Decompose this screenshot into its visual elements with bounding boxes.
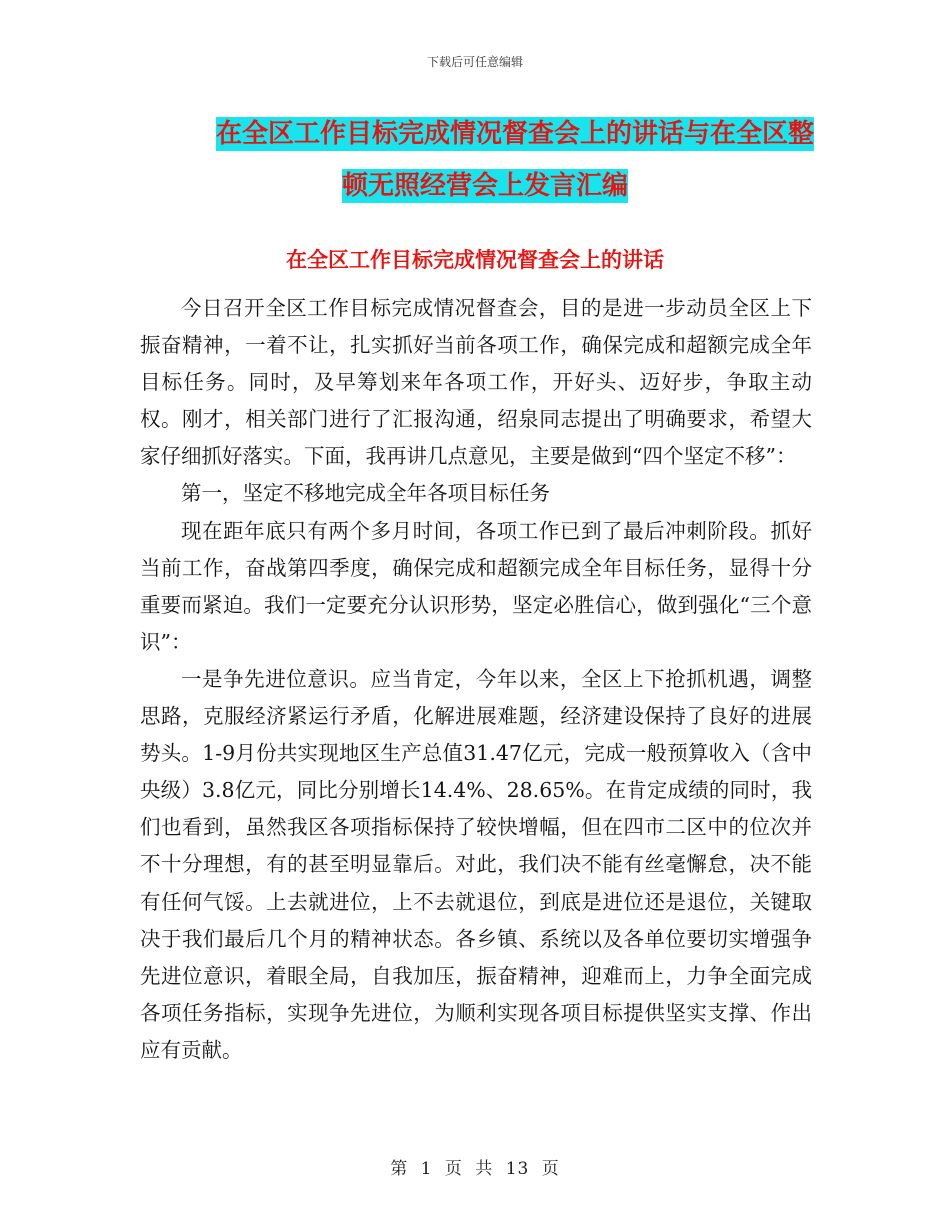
paragraph: 现在距年底只有两个多月时间，各项工作已到了最后冲刺阶段。抓好当前工作，奋战第四季度，确保完成和超额完成全年目标任务，显得十分重要而紧迫。我们一定要充分认识形势，坚定必胜信心，做到强化“三个意识”： xyxy=(140,518,812,654)
document-title-line-2: 顿无照经营会上发言汇编 xyxy=(341,171,628,201)
paragraph-heading: 第一，坚定不移地完成全年各项目标任务 xyxy=(181,481,550,506)
section-title: 在全区工作目标完成情况督查会上的讲话 xyxy=(286,247,664,272)
header-note: 下载后可任意编辑 xyxy=(426,55,523,69)
document-title xyxy=(140,108,830,212)
page-number-footer: 第 1 页 共 13 页 xyxy=(390,1159,560,1179)
document-title-line-1: 在全区工作目标完成情况督查会上的讲话与在全区整 xyxy=(215,119,814,149)
paragraph: 今日召开全区工作目标完成情况督查会，目的是进一步动员全区上下振奋精神，一着不让，扎实抓好当前各项工作，确保完成和超额完成全年目标任务。同时，及早筹划来年各项工作，开好头、迈好步，争取主动权。刚才，相关部门进行了汇报沟通，绍泉同志提出了明确要求，希望大家仔细抓好落实。下面，我再讲几点意见，主要是做到“四个坚定不移”： xyxy=(140,296,812,469)
paragraph: 一是争先进位意识。应当肯定，今年以来，全区上下抢抓机遇，调整思路，克服经济紧运行矛盾，化解进展难题，经济建设保持了良好的进展势头。1-9月份共实现地区生产总值31.47亿元，完成一般预算收入（含中央级）3.8亿元，同比分别增长14.4%、28.65%。在肯定成绩的同时，我们也看到，虽然我区各项指标保持了较快增幅，但在四市二区中的位次并不十分理想，有的甚至明显靠后。对此，我们决不能有丝毫懈怠，决不能有任何气馁。上去就进位，上不去就退位，到底是进位还是退位，关键取决于我们最后几个月的精神状态。各乡镇、系统以及各单位要切实增强争先进位意识，着眼全局，自我加压，振奋精神，迎难而上，力争全面完成各项任务指标，实现争先进位，为顺利实现各项目标提供坚实支撑、作出应有贡献。 xyxy=(140,666,812,1062)
body-text xyxy=(140,290,812,1069)
